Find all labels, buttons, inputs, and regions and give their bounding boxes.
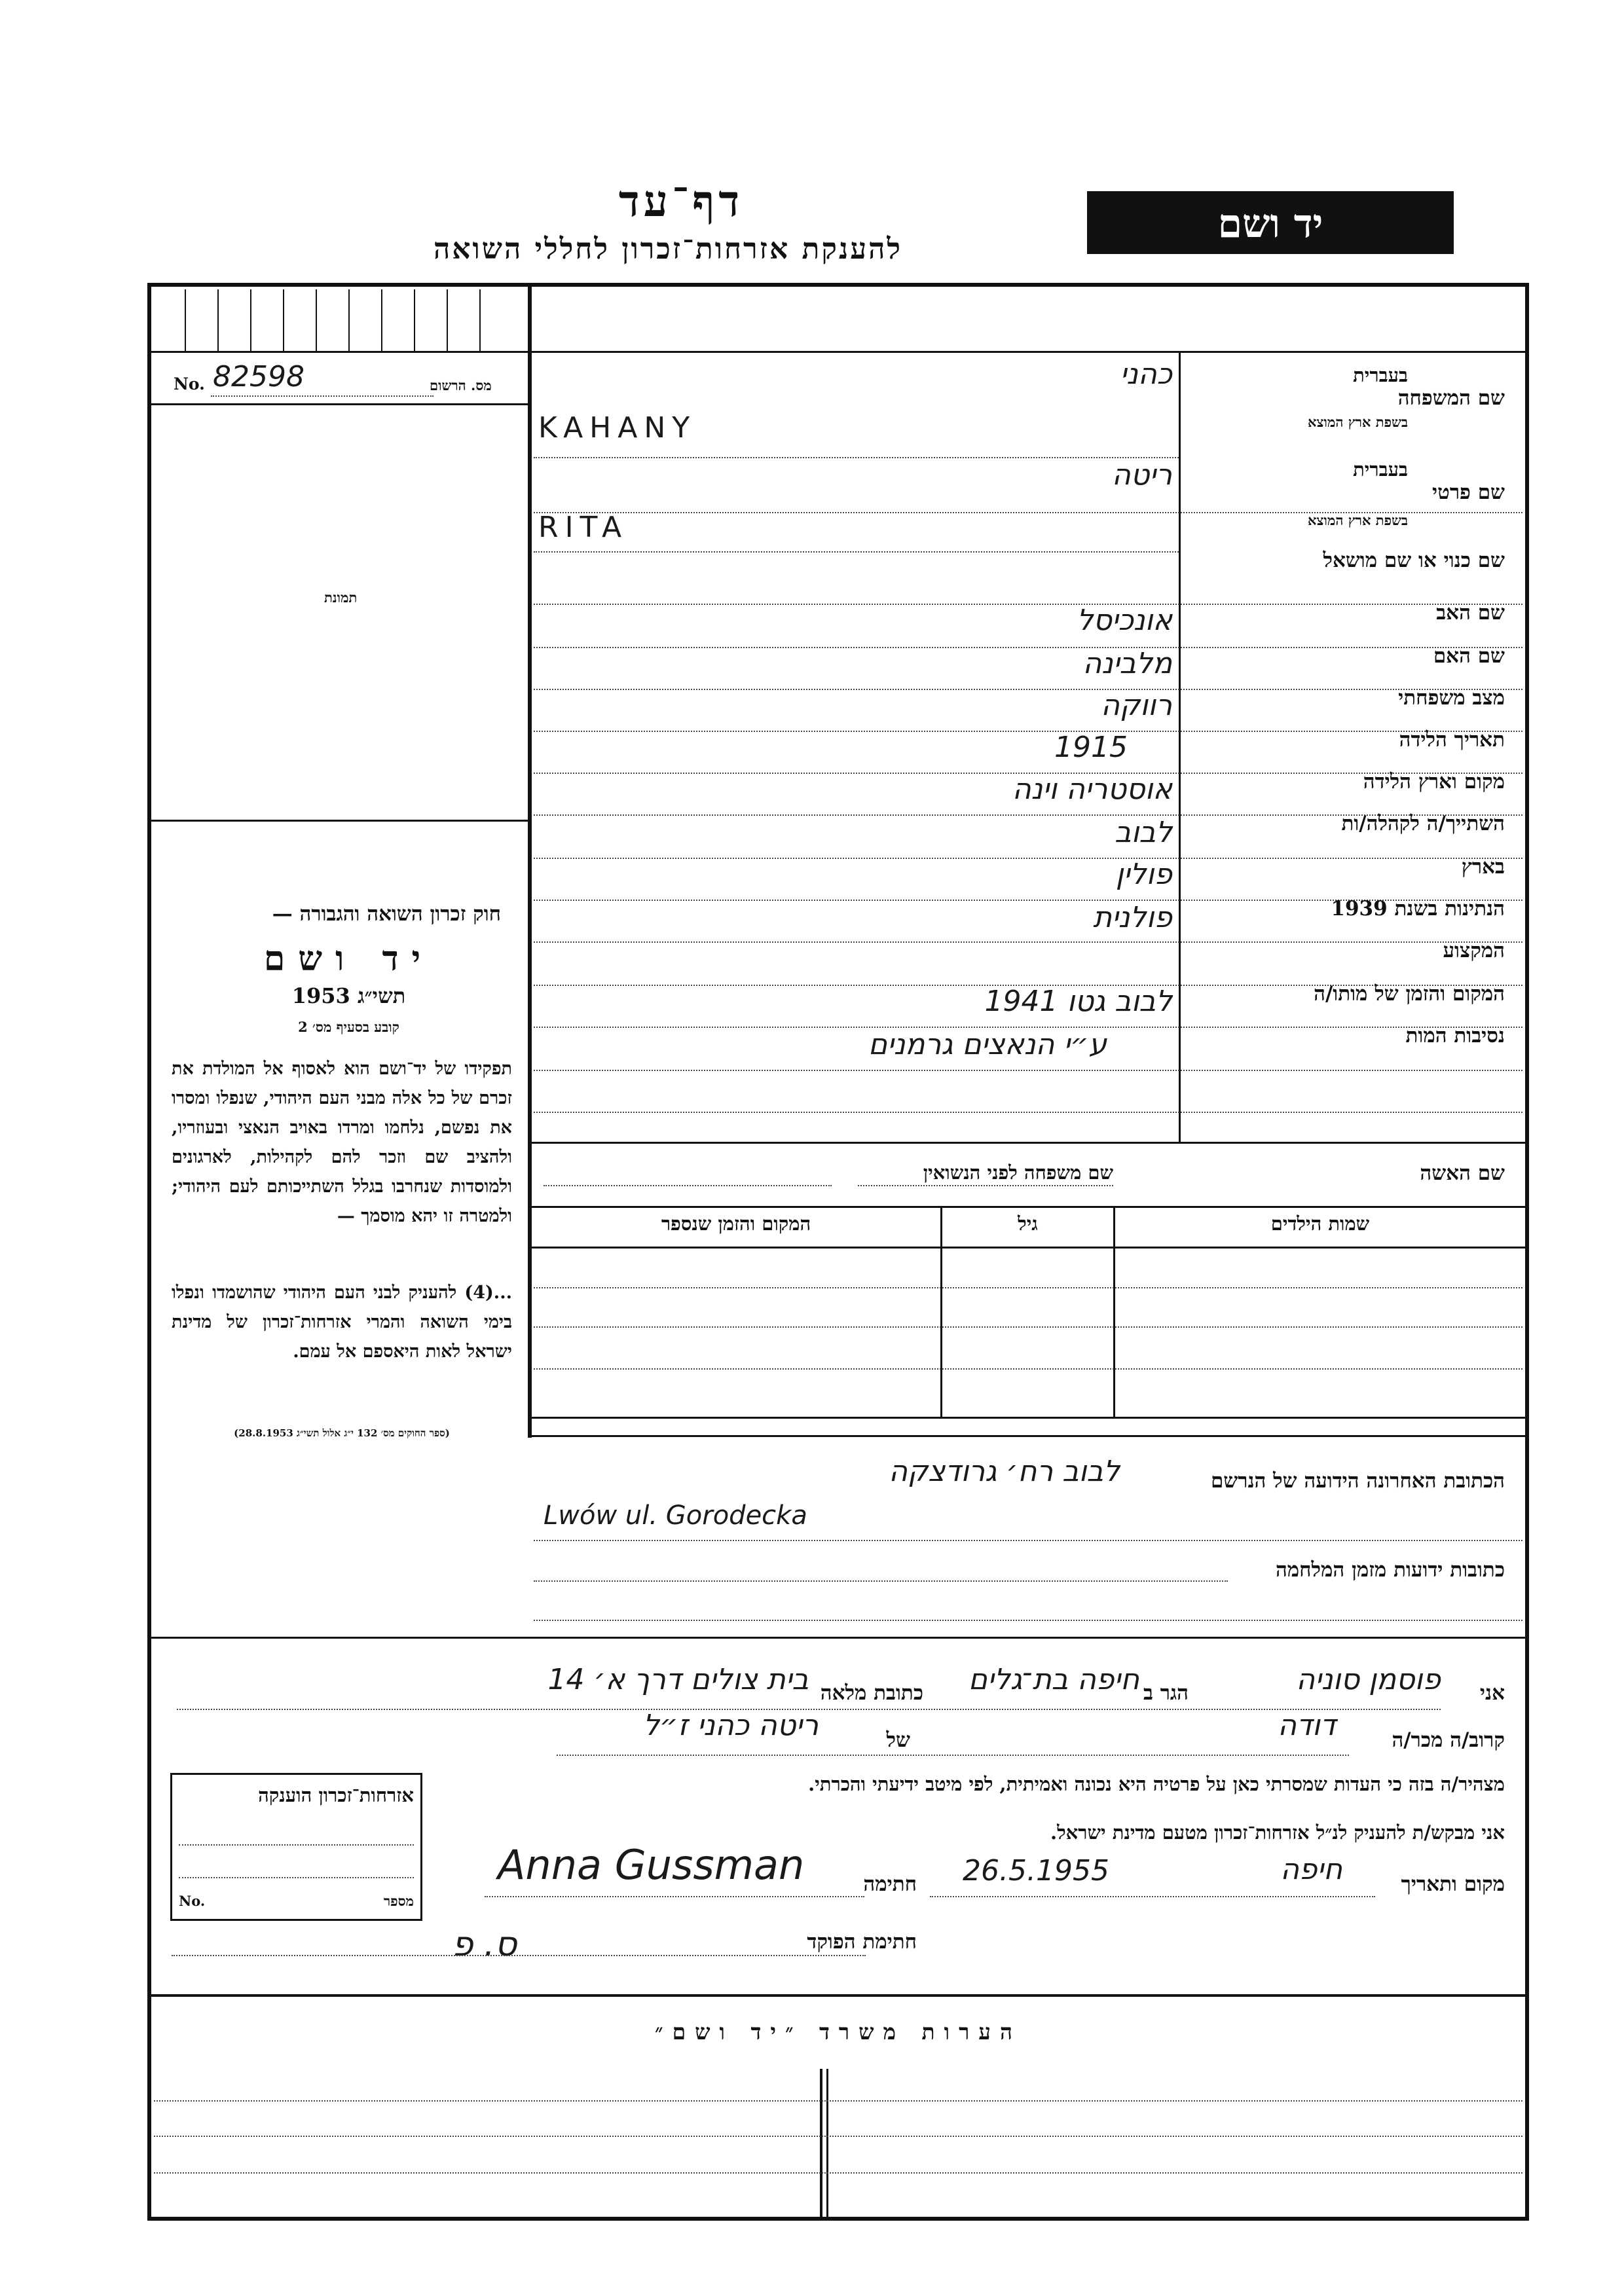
country-value: פולין [1115, 858, 1172, 891]
mother-name-value: מלבינה [1082, 647, 1172, 680]
nationality-label: הנתינות בשנת 1939 [1331, 897, 1505, 920]
wife-name-label: שם האשה [1420, 1161, 1505, 1185]
birth-place-value: אוסטריה וינה [1012, 773, 1172, 806]
children-names-header: שמות הילדים [1270, 1212, 1370, 1235]
last-address-hebrew-value: לבוב רח׳ גרודצקה [889, 1455, 1120, 1488]
date-value: 26.5.1955 [963, 1854, 1109, 1887]
resides-value: חיפה בת־גלים [968, 1663, 1139, 1696]
full-address-value: בית צולים דרך א׳ 14 [547, 1663, 809, 1696]
birth-date-label: תאריך הלידה [1399, 728, 1505, 752]
death-place-time-label: המקום והזמן של מותו/ה [1314, 982, 1505, 1006]
first-name-hebrew-value: ריטה [1112, 458, 1172, 492]
first-name-origin-value: RITA [538, 511, 629, 544]
birth-place-label: מקום וארץ הלידה [1363, 770, 1505, 793]
relation-value: דודה [1278, 1709, 1336, 1742]
award-box [170, 1773, 422, 1921]
mother-name-label: שם האם [1433, 644, 1505, 668]
form-title: דף־עד [618, 175, 744, 227]
full-address-label: כתובת מלאה [820, 1681, 923, 1705]
of-label: של [886, 1728, 910, 1752]
declarant-i-label: אני [1479, 1681, 1505, 1705]
law-name: יד ושם [263, 939, 434, 979]
first-name-origin-label: בשפת ארץ המוצא [1308, 512, 1408, 528]
family-name-hebrew-label: בעברית [1353, 364, 1408, 386]
place-value: חיפה [1280, 1853, 1342, 1886]
wife-maiden-name-label: שם משפחה לפני הנשואין [923, 1161, 1113, 1184]
death-cause-value: ע״י הנאצים גרמנים [868, 1028, 1107, 1061]
community-value: לבוב [1115, 816, 1172, 849]
declaration-statement: מצהיר/ה בזה כי העדות שמסרתי כאן על פרטיה היא נכונה ואמיתית, לפי מיטב ידיעתי והכרתי. [808, 1773, 1505, 1795]
death-cause-label: נסיבות המות [1405, 1024, 1505, 1048]
family-name-origin-value: KAHANY [538, 411, 697, 445]
nickname-label: שם כנוי או שם מושאל [1323, 549, 1505, 572]
last-address-label: הכתובת האחרונה הידועה של הנרשם [1210, 1469, 1505, 1493]
death-place-time-value: לבוב גטו 1941 [984, 985, 1172, 1018]
marital-status-value: רווקה [1101, 689, 1172, 722]
registration-number: 82598 [213, 360, 304, 393]
yad-vashem-logo [1087, 191, 1454, 254]
award-box-number-label: מספר [383, 1893, 414, 1909]
last-address-latin-value: Lwów ul. Gorodecka [544, 1501, 807, 1531]
signature-label: חתימה [863, 1872, 917, 1896]
registration-label: מס. הרשום [430, 377, 492, 393]
law-clause: קובע בסעיף מס׳ 2 [298, 1019, 399, 1035]
family-name-label: שם המשפחה [1397, 386, 1505, 410]
law-title: חוק זכרון השואה והגבורה — [272, 902, 501, 926]
award-box-title: אזרחות־זכרון הוענקה [258, 1784, 414, 1806]
award-box-no-label: No. [179, 1893, 206, 1909]
relation-label: קרוב/ה מכר/ה [1392, 1728, 1505, 1752]
first-name-label: שם פרטי [1431, 481, 1505, 504]
children-place-header: המקום והזמן שנספר [661, 1212, 811, 1235]
official-signature-label: חתימת הפוקד [807, 1930, 917, 1954]
profession-label: המקצוע [1443, 939, 1505, 962]
of-value: ריטה כהני ז״ל [643, 1709, 819, 1742]
first-name-hebrew-label: בעברית [1353, 458, 1408, 481]
form-subtitle: להענקת אזרחות־זכרון לחללי השואה [433, 232, 902, 266]
family-name-hebrew-value: כהני [1120, 357, 1172, 391]
official-signature-value: ס. פ [452, 1925, 517, 1964]
father-name-value: אונכיסל [1077, 604, 1172, 637]
place-date-label: מקום ותאריך [1401, 1872, 1505, 1896]
photo-label: תמונת [324, 589, 358, 606]
svg-text:יד ושם: יד ושם [1217, 201, 1323, 247]
resides-label: הגר ב [1143, 1681, 1189, 1705]
signature-value: Anna Gussman [498, 1841, 805, 1889]
war-address-label: כתובות ידועות מזמן המלחמה [1275, 1558, 1505, 1582]
declarant-name-value: פוסמן סוניה [1296, 1663, 1441, 1696]
family-name-origin-label: בשפת ארץ המוצא [1308, 414, 1408, 430]
law-paragraph-1: תפקידו של יד־ושם הוא לאסוף אל המולדת את זכרם של כל אלה מבני העם היהודי, שנפלו ומסרו את נפשם, נלחמו ומרדו באויב הנאצי ובעוזריו, ולהציב שם וזכר להם לקהילות, לארגונים ולמוסדות שנחרבו בגלל השתייכותם לעם היהודי; ולמטרה זו יהא מוסמך — [172, 1059, 512, 1226]
children-age-header: גיל [1018, 1212, 1038, 1235]
country-label: בארץ [1461, 855, 1505, 879]
registration-no-label: No. [174, 374, 205, 393]
law-citation: (ספר החוקים מס׳ 132 י״ג אלול תשי״ג 28.8.1953) [234, 1427, 450, 1439]
law-paragraph-2: ...(4) להעניק לבני העם היהודי שהושמדו ונפלו בימי השואה והמרי אזרחות־זכרון של מדינת ישראל לאות היאספם אל עמם. [172, 1283, 512, 1362]
declaration-request: אני מבקש/ת להעניק לנ״ל אזרחות־זכרון מטעם מדינת ישראל. [1050, 1821, 1505, 1844]
nationality-value: פולנית [1093, 901, 1172, 934]
community-label: השתייך/ה לקהלה/ות [1341, 812, 1505, 835]
remarks-label: הערות משרד ״יד ושם״ [655, 2019, 1022, 2045]
law-year: תשי״ג 1953 [291, 983, 406, 1008]
marital-status-label: מצב משפחתי [1398, 686, 1505, 710]
father-name-label: שם האב [1436, 601, 1505, 625]
birth-date-value: 1915 [1054, 731, 1128, 764]
